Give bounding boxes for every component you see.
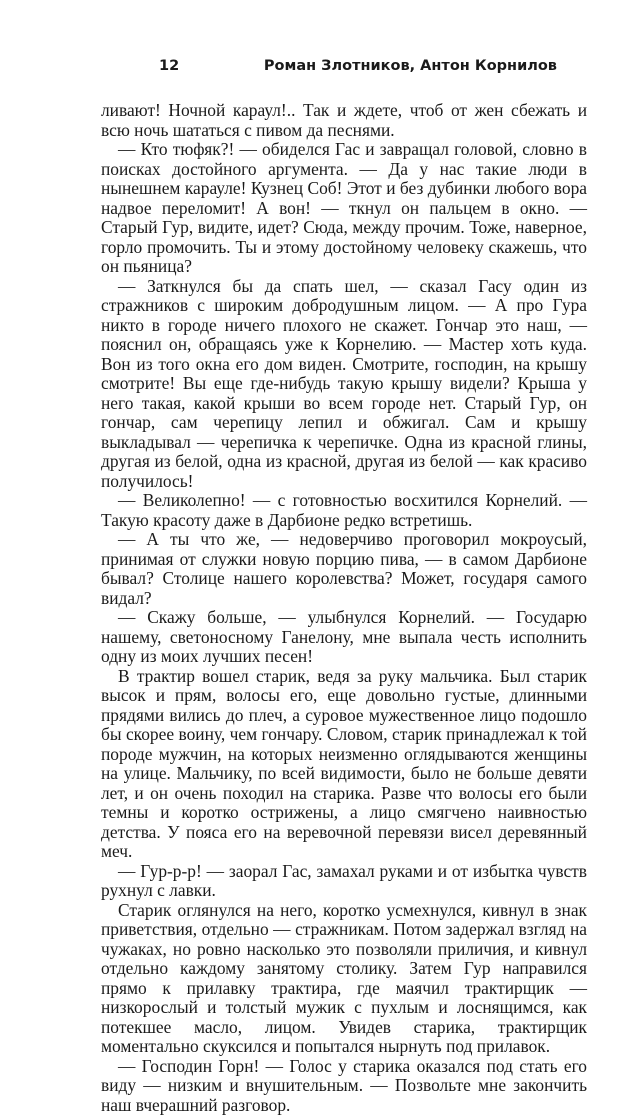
paragraph: — А ты что же, — недоверчиво проговорил мокроусый, принимая от служки новую порцию пива, — в самом Дарбионе бывал? Столице нашего королевства? Может, государя самого видал? (101, 530, 587, 608)
running-title: Роман Злотников, Антон Корнилов (264, 58, 557, 74)
paragraph: — Заткнулся бы да спать шел, — сказал Гасу один из стражников с широким добродушным лицом. — А про Гура никто в городе ничего плохого не скажет. Гончар это наш, — пояснил он, обращаясь уже к Корнелию. — Мастер хоть куда. Вон из того окна его дом виден. Смотрите, господин, на крышу смотрите! Вы еще где-нибудь такую крышу видели? Крыша у него такая, какой крыши во всем городе нет. Старый Гур, он гончар, сам черепицу лепил и обжигал. Сам и крышу выкладывал — черепичка к черепичке. Одна из красной глины, другая из белой, одна из красной, другая из белой — как красиво получилось! (101, 277, 587, 492)
paragraph: — Кто тюфяк?! — обиделся Гас и завращал головой, словно в поисках достойного аргумента. — Да у нас такие люди в нынешнем карауле! Кузнец Соб! Этот и без дубинки любого вора надвое переломит! А вон! — ткнул он пальцем в окно. — Старый Гур, видите, идет? Сюда, между прочим. Тоже, наверное, горло промочить. Ты и этому достойному человеку скажешь, что он пьяница? (101, 140, 587, 277)
paragraph: — Скажу больше, — улыбнулся Корнелий. — Государю нашему, светоносному Ганелону, мне выпала честь исполнить одну из моих лучших песен! (101, 608, 587, 667)
page-number: 12 (159, 58, 179, 74)
paragraph: Старик оглянулся на него, коротко усмехнулся, кивнул в знак приветствия, отдельно — стражникам. Потом задержал взгляд на чужаках, но ровно насколько это позволяли приличия, и кивнул отдельно каждому занятому столику. Затем Гур направился прямо к прилавку трактира, где маячил трактирщик — низкорослый и толстый мужик с пухлым и лоснящимся, как потекшее масло, лицом. Увидев старика, трактирщик моментально скуксился и попытался нырнуть под прилавок. (101, 901, 587, 1057)
paragraph: — Господин Горн! — Голос у старика оказался под стать его виду — низким и внушительным. — Позвольте мне закончить наш вчерашний разговор. (101, 1057, 587, 1115)
paragraph: — Великолепно! — с готовностью восхитился Корнелий. — Такую красоту даже в Дарбионе редко встретишь. (101, 491, 587, 530)
paragraph: В трактир вошел старик, ведя за руку мальчика. Был старик высок и прям, волосы его, еще довольно густые, длинными прядями вились до плеч, а суровое мужественное лицо подошло бы скорее воину, чем гончару. Словом, старик принадлежал к той породе мужчин, на которых неизменно оглядываются женщины на улице. Мальчику, по всей видимости, было не больше девяти лет, и он очень походил на старика. Разве что волосы его были темны и коротко острижены, а лицо смягчено наивностью детства. У пояса его на веревочной перевязи висел деревянный меч. (101, 667, 587, 862)
page-body (101, 101, 587, 1115)
paragraph: ливают! Ночной караул!.. Так и ждете, чтоб от жен сбежать и всю ночь шататься с пивом да песнями. (101, 101, 587, 140)
paragraph: — Гур-р-р! — заорал Гас, замахал руками и от избытка чувств рухнул с лавки. (101, 862, 587, 901)
page-header (101, 58, 557, 82)
